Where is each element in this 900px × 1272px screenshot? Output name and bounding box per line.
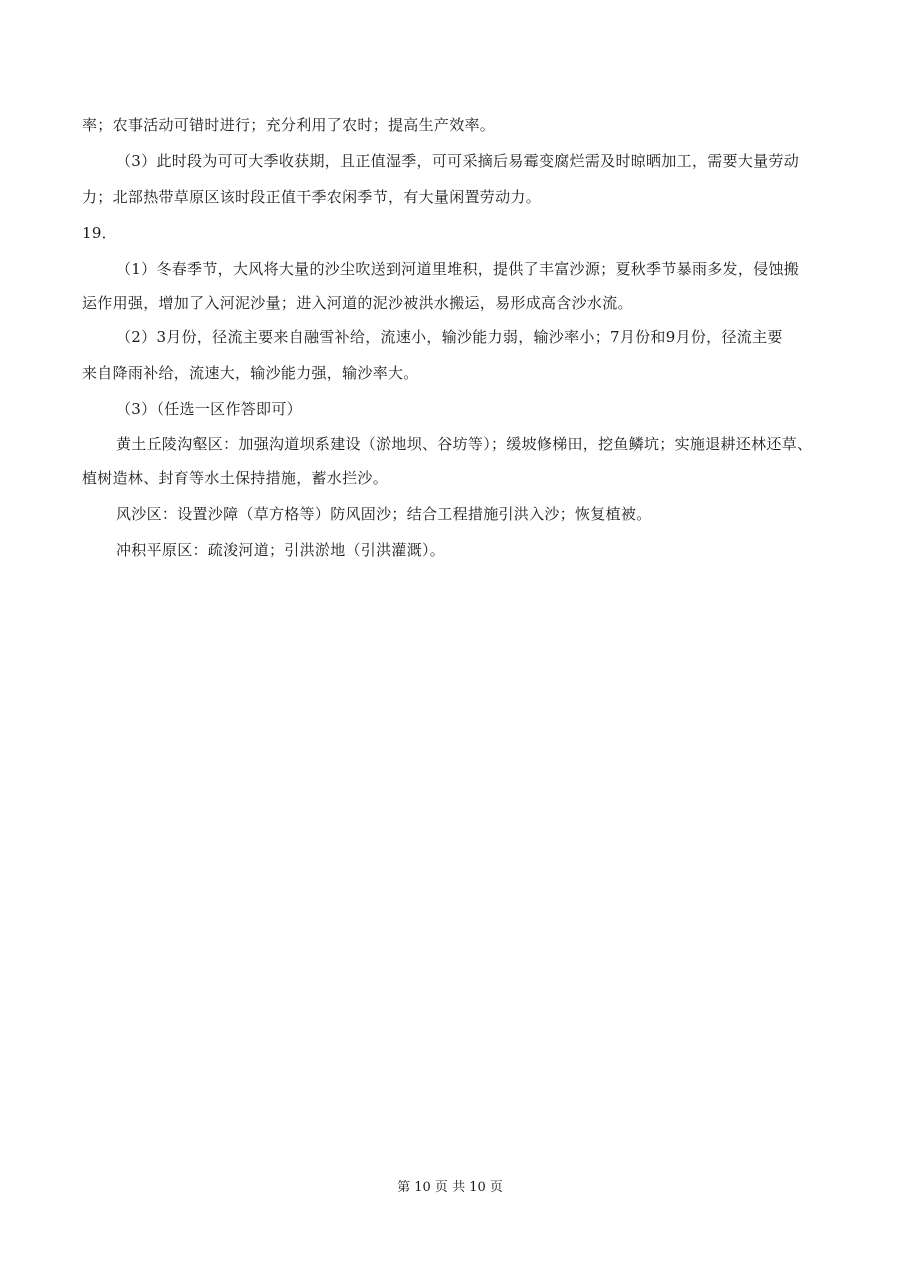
paragraph-line: （1）冬春季节，大风将大量的沙尘吹送到河道里堆积，提供了丰富沙源；夏秋季节暴雨多发，侵蚀搬 <box>116 260 800 278</box>
paragraph-line: 率；农事活动可错时进行；充分利用了农时；提高生产效率。 <box>82 116 496 134</box>
paragraph-line: （3）此时段为可可大季收获期，且正值湿季，可可采摘后易霉变腐烂需及时晾晒加工，需要大量劳动 <box>116 152 800 170</box>
paragraph-line: 植树造林、封育等水土保持措施，蓄水拦沙。 <box>82 469 389 487</box>
paragraph-line: 风沙区：设置沙障（草方格等）防风固沙；结合工程措施引洪入沙；恢复植被。 <box>116 505 652 523</box>
paragraph-line: 来自降雨补给，流速大，输沙能力强，输沙率大。 <box>82 364 419 382</box>
paragraph-line: （2）3月份，径流主要来自融雪补给，流速小，输沙能力弱，输沙率小；7月份和9月份，径流主要 <box>116 328 783 346</box>
page-footer: 第 10 页 共 10 页 <box>397 1180 503 1195</box>
paragraph-line: 运作用强，增加了入河泥沙量；进入河道的泥沙被洪水搬运，易形成高含沙水流。 <box>82 294 633 312</box>
paragraph-line: 冲积平原区：疏浚河道；引洪淤地（引洪灌溉）。 <box>116 541 446 559</box>
paragraph-line: 力；北部热带草原区该时段正值干季农闲季节，有大量闲置劳动力。 <box>82 188 542 206</box>
paragraph-line: 黄土丘陵沟壑区：加强沟道坝系建设（淤地坝、谷坊等）；缓坡修梯田，挖鱼鳞坑；实施退耕还林还草、 <box>116 435 813 453</box>
paragraph-line: （3）（任选一区作答即可） <box>116 400 302 418</box>
question-number: 19． <box>82 224 117 242</box>
